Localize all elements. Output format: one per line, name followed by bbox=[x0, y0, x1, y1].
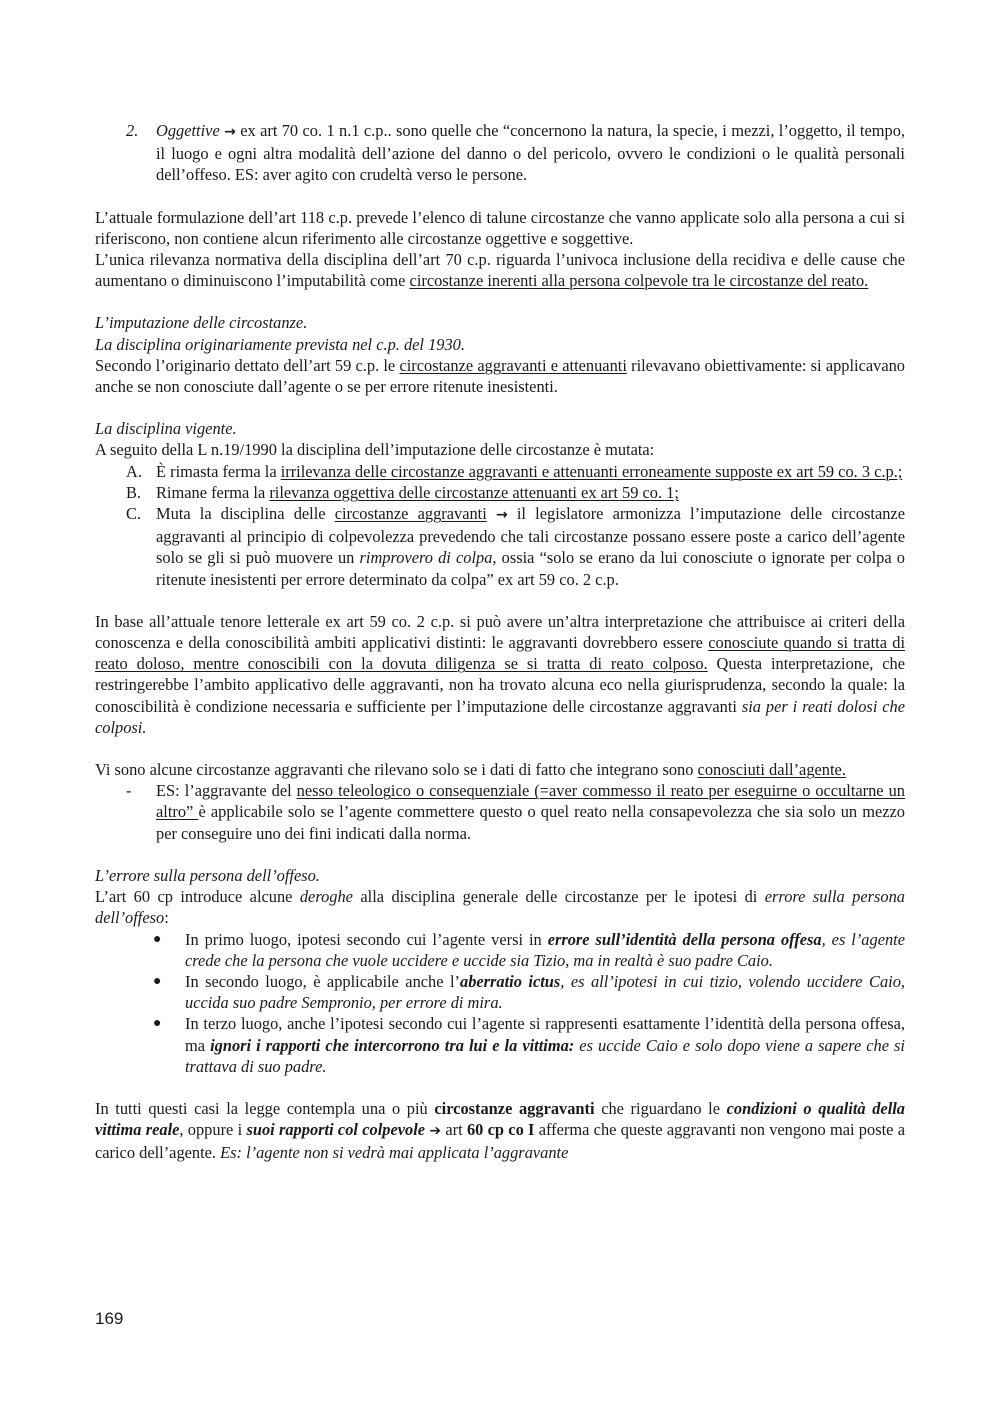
text-run: rilevavano obiettivamente: si applicavano anche se non conosciute dall’agente o se per errore ritenute inesistenti. bbox=[95, 355, 906, 397]
underlined-text: irrilevanza delle circostanze aggravanti e attenuanti erroneamente supposte ex art 59 co. 3 c.p.; bbox=[280, 461, 903, 481]
heading-errore: L’errore sulla persona dell’offeso. bbox=[95, 865, 320, 885]
text-run: In terzo luogo, anche l’ipotesi secondo cui l’agente si rappresenti esattamente l’identità della persona offesa, ma bbox=[185, 1014, 905, 1055]
paragraph-art70 bbox=[95, 249, 905, 291]
italic-text: rimprovero di colpa bbox=[359, 548, 493, 568]
bold-italic-text: condizioni o qualità della vittima reale bbox=[95, 1098, 906, 1140]
bullet-icon: ● bbox=[153, 973, 162, 989]
list-item-c bbox=[95, 503, 905, 590]
bullet-icon: ● bbox=[153, 1016, 162, 1032]
list-item-a bbox=[95, 461, 905, 482]
italic-text: deroghe bbox=[299, 887, 353, 907]
text-run: afferma che queste aggravanti non vengono mai poste a carico dell’agente. bbox=[95, 1120, 905, 1163]
heading-imputazione: L’imputazione delle circostanze. bbox=[95, 313, 308, 333]
bullet-icon: ● bbox=[153, 931, 162, 947]
list-letter: C. bbox=[126, 504, 142, 524]
item-text: ex art 70 co. 1 n.1 c.p.. sono quelle che “concernono la natura, la specie, i mezzi, l’oggetto, il tempo, il luogo e ogni altra modalità dell’azione del danno o del pericolo, ovvero le condizioni o le qualità personali dell’offeso. ES: aver agito con crudeltà verso le persone. bbox=[156, 121, 905, 185]
list-letter: B. bbox=[126, 482, 142, 502]
underlined-text: conosciuti dall’agente. bbox=[697, 760, 846, 780]
paragraph-vigente-intro: A seguito della L n.19/1990 la disciplina dell’imputazione delle circostanze è mutata: bbox=[95, 440, 655, 460]
list-item-es bbox=[95, 780, 905, 844]
bullet-item-2 bbox=[95, 971, 905, 1013]
page-content bbox=[95, 120, 905, 1164]
underlined-text: circostanze inerenti alla persona colpevole tra le circostanze del reato. bbox=[409, 271, 869, 291]
text-run: Questa interpretazione, che restringerebbe l’ambito applicativo delle aggravanti, non ha trovato alcuna eco nella giurisprudenza, secondo la quale: la conoscibilità è condizione necessaria e sufficiente per l’imputazione delle circostanze aggravanti bbox=[95, 654, 905, 716]
italic-text: es uccide Caio e solo dopo viene a sapere che si trattava di suo padre. bbox=[185, 1035, 905, 1076]
item-title: Oggettive bbox=[156, 121, 220, 140]
bullet-item-3 bbox=[95, 1013, 905, 1077]
text-run: In tutti questi casi la legge contempla una o più bbox=[95, 1098, 435, 1118]
underlined-text: rilevanza oggettiva delle circostanze attenuanti ex art 59 co. 1; bbox=[269, 482, 679, 502]
italic-text: Es: l’agente non si vedrà mai applicata l’aggravante bbox=[220, 1143, 569, 1163]
text-run: il legislatore armonizza l’imputazione delle circostanze aggravanti al principio di colpevolezza prevedendo che tali circostanze possano essere poste a carico dell’agente solo se gli si può muovere un bbox=[156, 504, 905, 568]
bold-italic-text: aberratio ictus bbox=[460, 971, 561, 991]
text-run: Secondo l’originario dettato dell’art 59 c.p. le bbox=[95, 355, 400, 375]
text-run: Muta la disciplina delle bbox=[156, 504, 335, 524]
underlined-text: circostanze aggravanti bbox=[334, 504, 487, 524]
text-run: In primo luogo, ipotesi secondo cui l’agente versi in bbox=[185, 929, 548, 949]
bullet-item-1 bbox=[95, 929, 905, 971]
italic-text: , es all’ipotesi in cui tizio, volendo uccidere Caio, uccida suo padre Sempronio, per errore di mira. bbox=[185, 971, 905, 1013]
paragraph-art60 bbox=[95, 886, 905, 928]
text-run: In base all’attuale tenore letterale ex art 59 co. 2 c.p. si può avere un’altra interpretazione che attribuisce ai criteri della conoscenza e della conoscibilità ambiti applicativi distinti: le aggravanti dovrebbero essere bbox=[95, 611, 905, 653]
text-run: È rimasta ferma la bbox=[156, 461, 281, 481]
paragraph-art118: L’attuale formulazione dell’art 118 c.p. prevede l’elenco di talune circostanze che vanno applicate solo alla persona a cui si riferiscono, non contiene alcun riferimento alle circostanze oggettive e soggettive. bbox=[95, 207, 905, 248]
arrow-right-icon: ➔ bbox=[429, 1123, 442, 1140]
list-letter: A. bbox=[126, 461, 142, 481]
paragraph-art59 bbox=[95, 355, 905, 397]
page-number: 169 bbox=[95, 1309, 124, 1328]
list-item-oggettive bbox=[95, 120, 905, 186]
text-run: : bbox=[164, 908, 169, 928]
italic-text: sia per i reati dolosi che colposi. bbox=[95, 696, 905, 737]
text-run: ES: l’aggravante del bbox=[156, 781, 297, 801]
underlined-text: circostanze aggravanti e attenuanti bbox=[399, 355, 627, 375]
text-run: L’unica rilevanza normativa della disciplina dell’art 70 c.p. riguarda l’univoca inclusione della recidiva e delle cause che aumentano o diminuiscono l’imputabilità come bbox=[95, 250, 905, 291]
paragraph-interpretazione bbox=[95, 611, 905, 738]
text-run: Rimane ferma la bbox=[156, 482, 270, 502]
text-run: In secondo luogo, è applicabile anche l’ bbox=[185, 971, 460, 991]
bold-italic-text: suoi rapporti col colpevole bbox=[246, 1120, 426, 1140]
bold-italic-text: ignori i rapporti che intercorrono tra lui e la vittima: bbox=[210, 1035, 575, 1055]
arrow-right-icon: → bbox=[495, 507, 508, 524]
text-run: è applicabile solo se l’agente commettere questo o quel reato nella consapevolezza che sia solo un mezzo per conseguire uno dei fini indicati dalla norma. bbox=[156, 802, 905, 843]
subheading-1930: La disciplina originariamente prevista nel c.p. del 1930. bbox=[95, 334, 465, 354]
arrow-right-icon: → bbox=[224, 124, 236, 140]
underlined-text: conosciute quando si tratta di reato doloso, mentre conoscibili con la dovuta diligenza se si tratta di reato colposo. bbox=[95, 633, 905, 674]
text-run: art bbox=[441, 1120, 467, 1140]
underlined-text: nesso teleologico o consequenziale (=aver commesso il reato per eseguirne o occultarne un altro” bbox=[156, 781, 905, 822]
heading-vigente: La disciplina vigente. bbox=[95, 419, 237, 439]
italic-text: errore sulla persona dell’offeso bbox=[95, 887, 905, 928]
text-run: , ossia “solo se erano da lui conosciute o ignorate per colpa o ritenute inesistenti per errore determinato da colpa” ex art 59 co. 2 c.p. bbox=[156, 548, 905, 589]
list-item-b bbox=[95, 482, 905, 503]
paragraph-aggravanti-vittima bbox=[95, 1098, 905, 1164]
bold-text: circostanze aggravanti bbox=[434, 1098, 595, 1118]
text-run: , oppure i bbox=[179, 1120, 247, 1140]
text-run: alla disciplina generale delle circostanze per le ipotesi di bbox=[352, 887, 765, 907]
paragraph-conosciuti bbox=[95, 759, 905, 780]
italic-text: , es l’agente crede che la persona che vuole uccidere e uccide sia Tizio, ma in realtà è suo padre Caio. bbox=[185, 929, 905, 970]
list-dash: - bbox=[126, 781, 132, 801]
text-run: che riguardano le bbox=[594, 1098, 727, 1118]
text-run: Vi sono alcune circostanze aggravanti che rilevano solo se i dati di fatto che integrano sono bbox=[95, 760, 698, 780]
bold-text: 60 cp co I bbox=[466, 1120, 535, 1140]
list-number: 2. bbox=[126, 121, 139, 140]
bold-italic-text: errore sull’identità della persona offesa bbox=[547, 929, 822, 949]
text-run: L’art 60 cp introduce alcune bbox=[95, 887, 300, 907]
